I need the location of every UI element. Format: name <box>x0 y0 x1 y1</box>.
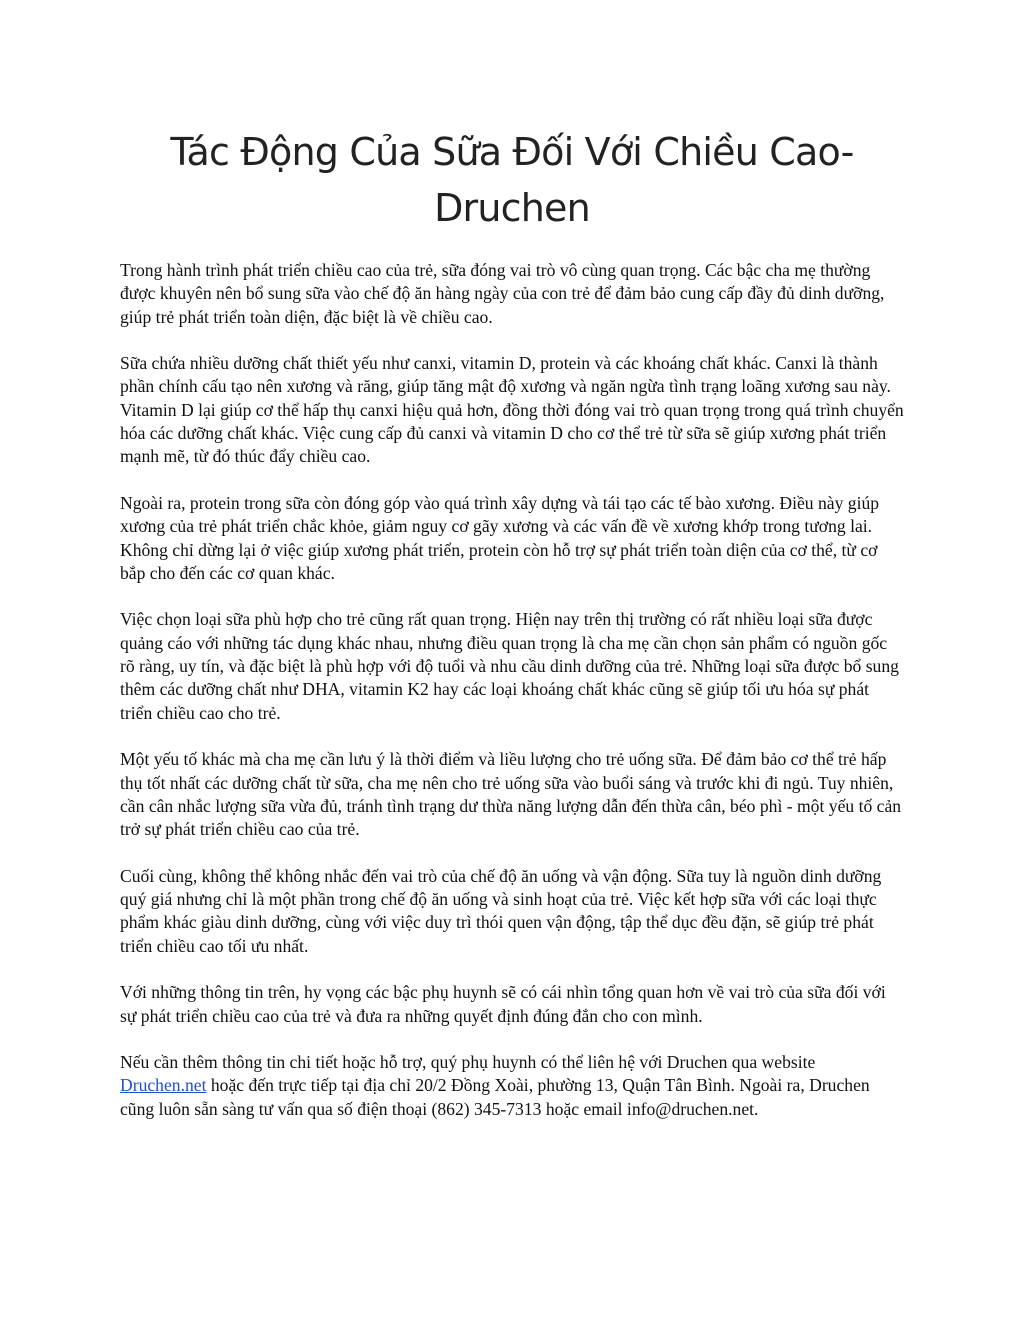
paragraph-intro: Trong hành trình phát triển chiều cao của trẻ, sữa đóng vai trò vô cùng quan trọng. Các bậc cha mẹ thường được khuyên nên bổ sung sữa vào chế độ ăn hàng ngày của con trẻ để đảm bảo cung cấp đầy đủ dinh dưỡng, giúp trẻ phát triển toàn diện, đặc biệt là về chiều cao. <box>120 260 885 327</box>
website-link[interactable]: Druchen.net <box>120 1075 207 1096</box>
paragraph-protein: Ngoài ra, protein trong sữa còn đóng góp vào quá trình xây dựng và tái tạo các tế bào xương. Điều này giúp xương của trẻ phát triển chắc khỏe, giảm nguy cơ gãy xương và các vấn đề về xương khớp trong tương lai. Không chỉ dừng lại ở việc giúp xương phát triển, protein còn hỗ trợ sự phát triển toàn diện của cơ thể, từ cơ bắp cho đến các cơ quan khác. <box>120 492 880 583</box>
contact-text-after-link: hoặc đến trực tiếp tại địa chỉ 20/2 Đồng Xoài, phường 13, Quận Tân Bình. Ngoài ra, Druchen cũng luôn sẵn sàng tư vấn qua số điện thoại (862) 345-7313 hoặc email info@druchen.net. <box>120 1075 870 1119</box>
paragraph-conclusion: Với những thông tin trên, hy vọng các bậc phụ huynh sẽ có cái nhìn tổng quan hơn về vai trò của sữa đối với sự phát triển chiều cao của trẻ và đưa ra những quyết định đúng đắn cho con mình. <box>120 982 886 1026</box>
page-title <box>120 124 904 236</box>
paragraph-timing: Một yếu tố khác mà cha mẹ cần lưu ý là thời điểm và liều lượng cho trẻ uống sữa. Để đảm bảo cơ thể trẻ hấp thụ tốt nhất các dưỡng chất từ sữa, cha mẹ nên cho trẻ uống sữa vào buổi sáng và trước khi đi ngủ. Tuy nhiên, cần cân nhắc lượng sữa vừa đủ, tránh tình trạng dư thừa năng lượng dẫn đến thừa cân, béo phì - một yếu tố cản trở sự phát triển chiều cao của trẻ. <box>120 749 902 840</box>
title-line-1: Tác Động Của Sữa Đối Với Chiều Cao- <box>170 130 854 174</box>
paragraph-diet-exercise: Cuối cùng, không thể không nhắc đến vai trò của chế độ ăn uống và vận động. Sữa tuy là nguồn dinh dưỡng quý giá nhưng chỉ là một phần trong chế độ ăn uống và sinh hoạt của trẻ. Việc kết hợp sữa với các loại thực phẩm khác giàu dinh dưỡng, cùng với việc duy trì thói quen vận động, tập thể dục đều đặn, sẽ giúp trẻ phát triển chiều cao tối ưu nhất. <box>120 865 882 956</box>
paragraph-nutrients: Sữa chứa nhiều dưỡng chất thiết yếu như canxi, vitamin D, protein và các khoáng chất khác. Canxi là thành phần chính cấu tạo nên xương và răng, giúp tăng mật độ xương và ngăn ngừa tình trạng loãng xương sau này. Vitamin D lại giúp cơ thể hấp thụ canxi hiệu quả hơn, đồng thời đóng vai trò quan trọng trong quá trình chuyển hóa các dưỡng chất khác. Việc cung cấp đủ canxi và vitamin D cho cơ thể trẻ từ sữa sẽ giúp xương phát triển mạnh mẽ, từ đó thúc đẩy chiều cao. <box>120 353 904 467</box>
contact-text-before-link: Nếu cần thêm thông tin chi tiết hoặc hỗ trợ, quý phụ huynh có thể liên hệ với Druchen qua website <box>120 1052 816 1073</box>
title-line-2: Druchen <box>434 186 590 230</box>
paragraph-choosing-milk: Việc chọn loại sữa phù hợp cho trẻ cũng rất quan trọng. Hiện nay trên thị trường có rất nhiều loại sữa được quảng cáo với những tác dụng khác nhau, nhưng điều quan trọng là cha mẹ cần chọn sản phẩm có nguồn gốc rõ ràng, uy tín, và đặc biệt là phù hợp với độ tuổi và nhu cầu dinh dưỡng của trẻ. Những loại sữa được bổ sung thêm các dưỡng chất như DHA, vitamin K2 hay các loại khoáng chất khác cũng sẽ giúp tối ưu hóa sự phát triển chiều cao cho trẻ. <box>120 609 899 723</box>
paragraph-contact <box>120 1051 904 1121</box>
article-body <box>120 259 904 1144</box>
